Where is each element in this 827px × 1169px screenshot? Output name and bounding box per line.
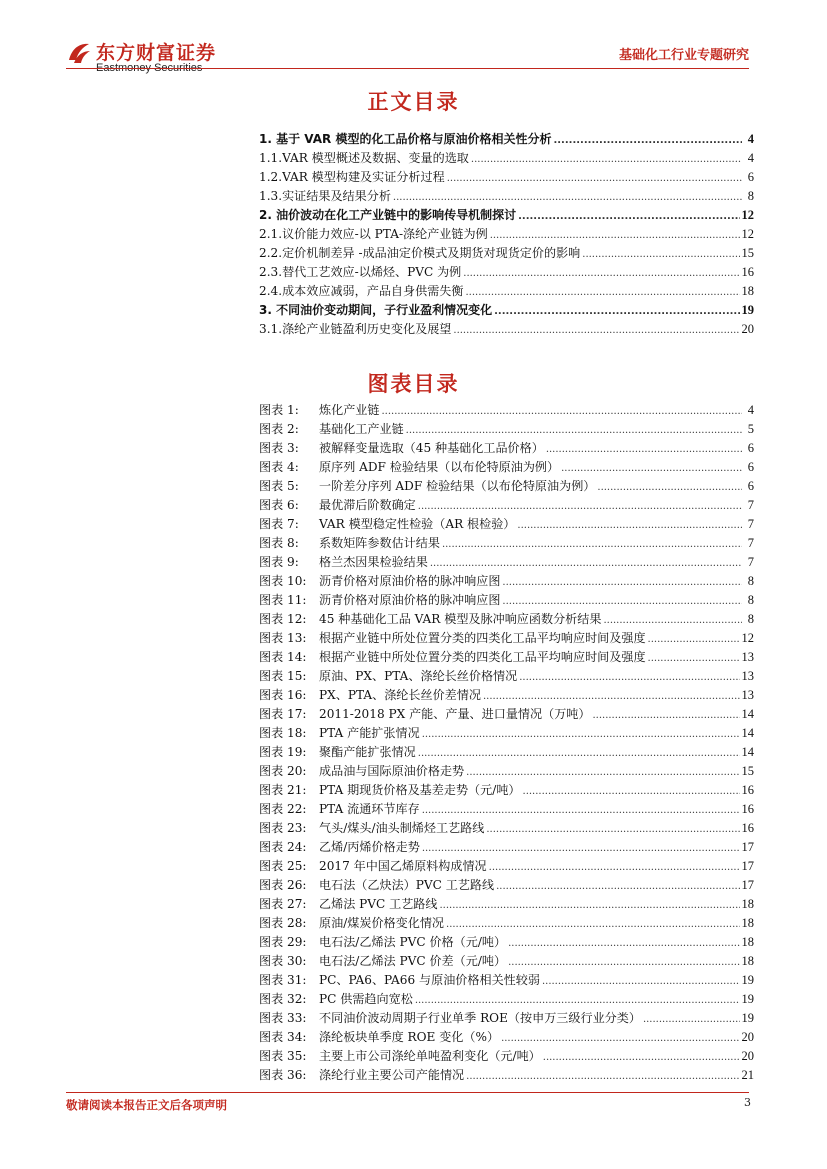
toc-entry-label: 1.1.VAR 模型概述及数据、变量的选取 bbox=[259, 151, 469, 165]
figure-entry-title: PTA 期现货价格及基差走势（元/吨） bbox=[319, 783, 521, 797]
figure-entry-number: 图表 21: bbox=[259, 783, 307, 797]
toc-entry-label: 2.1.议价能力效应-以 PTA-涤纶产业链为例 bbox=[259, 227, 488, 241]
figure-entry-title: 电石法/乙烯法 PVC 价差（元/吨） bbox=[319, 954, 507, 968]
figure-entry-title: PX、PTA、涤纶长丝价差情况 bbox=[319, 688, 481, 702]
figure-entry-page: 17 bbox=[741, 859, 754, 873]
toc-entry[interactable] bbox=[259, 130, 754, 149]
figure-entry-number: 图表 12: bbox=[259, 612, 307, 626]
figure-entry-number: 图表 14: bbox=[259, 650, 307, 664]
figure-toc-title: 图表目录 bbox=[367, 372, 460, 396]
dot-leader bbox=[546, 444, 742, 455]
dot-leader bbox=[489, 862, 740, 873]
page-number: 3 bbox=[744, 1096, 751, 1109]
figure-entry[interactable] bbox=[259, 971, 754, 990]
figure-entry[interactable] bbox=[259, 458, 754, 477]
figure-entry[interactable] bbox=[259, 762, 754, 781]
figure-entry-number: 图表 7: bbox=[259, 517, 299, 531]
figure-entry[interactable] bbox=[259, 667, 754, 686]
figure-entry-number: 图表 31: bbox=[259, 973, 307, 987]
figure-entry[interactable] bbox=[259, 724, 754, 743]
figure-entry-title: 涤纶行业主要公司产能情况 bbox=[319, 1068, 465, 1082]
figure-entry-title: 炼化产业链 bbox=[319, 403, 380, 417]
toc-entry-label: 3. 不同油价变动期间，子行业盈利情况变化 bbox=[259, 303, 493, 317]
figure-entry[interactable] bbox=[259, 781, 754, 800]
dot-leader bbox=[466, 767, 739, 778]
figure-entry-title: 乙烯法 PVC 工艺路线 bbox=[319, 897, 438, 911]
toc-entry-page: 16 bbox=[741, 265, 754, 279]
figure-entry[interactable] bbox=[259, 553, 754, 572]
figure-entry-page: 19 bbox=[741, 1011, 754, 1025]
toc-entry-label: 1. 基于 VAR 模型的化工品价格与原油价格相关性分析 bbox=[259, 132, 552, 146]
dot-leader bbox=[483, 691, 740, 702]
toc-entry-label: 2.3.替代工艺效应-以烯烃、PVC 为例 bbox=[259, 265, 462, 279]
figure-entry-page: 4 bbox=[747, 403, 754, 417]
dot-leader bbox=[592, 710, 739, 721]
figure-entry-number: 图表 2: bbox=[259, 422, 299, 436]
figure-entry-title: 气头/煤头/油头制烯烃工艺路线 bbox=[319, 821, 485, 835]
figure-entry-number: 图表 20: bbox=[259, 764, 307, 778]
figure-entry-number: 图表 9: bbox=[259, 555, 299, 569]
figure-entry-page: 8 bbox=[747, 593, 754, 607]
toc-entry-label: 3.1.涤纶产业链盈利历史变化及展望 bbox=[259, 322, 452, 336]
figure-entry-title: 根据产业链中所处位置分类的四类化工品平均响应时间及强度 bbox=[319, 631, 646, 645]
dot-leader bbox=[543, 1052, 740, 1063]
figure-entry-page: 20 bbox=[741, 1030, 754, 1044]
figure-toc bbox=[259, 401, 754, 1085]
figure-entry-page: 7 bbox=[747, 555, 754, 569]
figure-entry-title: 2011-2018 PX 产能、产量、进口量情况（万吨） bbox=[319, 707, 591, 721]
toc-entry-label: 1.3.实证结果及结果分析 bbox=[259, 189, 391, 203]
figure-entry-title: 原油/煤炭价格变化情况 bbox=[319, 916, 445, 930]
figure-entry-page: 7 bbox=[747, 536, 754, 550]
header-divider bbox=[66, 68, 749, 69]
dot-leader bbox=[465, 287, 739, 298]
figure-entry-page: 15 bbox=[741, 764, 754, 778]
logo-chinese-name: 东方财富证券 bbox=[96, 42, 217, 64]
dot-leader bbox=[418, 748, 740, 759]
figure-entry-number: 图表 17: bbox=[259, 707, 307, 721]
figure-entry-page: 12 bbox=[741, 631, 754, 645]
figure-entry[interactable] bbox=[259, 857, 754, 876]
toc-entry-label: 1.2.VAR 模型构建及实证分析过程 bbox=[259, 170, 445, 184]
dot-leader bbox=[393, 192, 742, 203]
figure-entry-number: 图表 18: bbox=[259, 726, 307, 740]
figure-entry-number: 图表 28: bbox=[259, 916, 307, 930]
figure-entry[interactable] bbox=[259, 743, 754, 762]
toc-entry-page: 8 bbox=[747, 189, 754, 203]
figure-entry-number: 图表 16: bbox=[259, 688, 307, 702]
toc-entry[interactable] bbox=[259, 244, 754, 263]
figure-entry-title: 最优滞后阶数确定 bbox=[319, 498, 416, 512]
figure-entry-page: 16 bbox=[741, 802, 754, 816]
dot-leader bbox=[648, 653, 740, 664]
dot-leader bbox=[381, 406, 742, 417]
figure-entry-title: 根据产业链中所处位置分类的四类化工品平均响应时间及强度 bbox=[319, 650, 646, 664]
dot-leader bbox=[518, 211, 739, 222]
figure-entry[interactable] bbox=[259, 800, 754, 819]
figure-entry-title: 2017 年中国乙烯原料构成情况 bbox=[319, 859, 487, 873]
figure-entry[interactable] bbox=[259, 895, 754, 914]
figure-entry-page: 18 bbox=[741, 897, 754, 911]
dot-leader bbox=[439, 900, 739, 911]
logo-english-name: Eastmoney Securities bbox=[96, 62, 203, 74]
figure-entry-number: 图表 15: bbox=[259, 669, 307, 683]
figure-entry-page: 16 bbox=[741, 821, 754, 835]
dot-leader bbox=[463, 268, 739, 279]
figure-entry[interactable] bbox=[259, 933, 754, 952]
figure-entry[interactable] bbox=[259, 1047, 754, 1066]
figure-entry-page: 13 bbox=[741, 688, 754, 702]
figure-entry-page: 17 bbox=[741, 840, 754, 854]
figure-entry-number: 图表 10: bbox=[259, 574, 307, 588]
figure-entry-page: 8 bbox=[747, 574, 754, 588]
dot-leader bbox=[561, 463, 742, 474]
figure-entry-page: 8 bbox=[747, 612, 754, 626]
dot-leader bbox=[508, 938, 739, 949]
figure-entry-page: 7 bbox=[747, 498, 754, 512]
figure-entry[interactable] bbox=[259, 705, 754, 724]
figure-entry-number: 图表 24: bbox=[259, 840, 307, 854]
figure-entry-number: 图表 33: bbox=[259, 1011, 307, 1025]
dot-leader bbox=[553, 135, 742, 146]
toc-entry-page: 18 bbox=[741, 284, 754, 298]
toc-entry-page: 12 bbox=[741, 227, 754, 241]
dot-leader bbox=[422, 843, 740, 854]
figure-entry-title: VAR 模型稳定性检验（AR 根检验） bbox=[319, 517, 516, 531]
dot-leader bbox=[422, 805, 740, 816]
figure-entry[interactable] bbox=[259, 439, 754, 458]
toc-entry-page: 19 bbox=[741, 303, 754, 317]
figure-entry[interactable] bbox=[259, 515, 754, 534]
dot-leader bbox=[471, 154, 742, 165]
figure-entry-title: PC、PA6、PA66 与原油价格相关性较弱 bbox=[319, 973, 540, 987]
toc-entry-page: 6 bbox=[747, 170, 754, 184]
toc-entry-label: 2.2.定价机制差异 -成品油定价模式及期货对现货定价的影响 bbox=[259, 246, 581, 260]
dot-leader bbox=[442, 539, 742, 550]
dot-leader bbox=[446, 919, 739, 930]
dot-leader bbox=[542, 976, 740, 987]
figure-entry-title: PTA 产能扩张情况 bbox=[319, 726, 420, 740]
figure-entry-page: 21 bbox=[741, 1068, 754, 1082]
figure-entry-title: 涤纶板块单季度 ROE 变化（%） bbox=[319, 1030, 500, 1044]
figure-entry[interactable] bbox=[259, 876, 754, 895]
toc-entry-page: 20 bbox=[741, 322, 754, 336]
figure-entry-page: 6 bbox=[747, 479, 754, 493]
figure-entry-title: 45 种基础化工品 VAR 模型及脉冲响应函数分析结果 bbox=[319, 612, 602, 626]
figure-entry-page: 17 bbox=[741, 878, 754, 892]
figure-entry-title: 格兰杰因果检验结果 bbox=[319, 555, 428, 569]
figure-entry-page: 19 bbox=[741, 973, 754, 987]
figure-entry-title: 被解释变量选取（45 种基础化工品价格） bbox=[319, 441, 544, 455]
eastmoney-logo-icon bbox=[66, 40, 92, 66]
figure-entry-number: 图表 3: bbox=[259, 441, 299, 455]
figure-entry-page: 13 bbox=[741, 669, 754, 683]
figure-entry-title: 原油、PX、PTA、涤纶长丝价格情况 bbox=[319, 669, 518, 683]
dot-leader bbox=[418, 501, 742, 512]
figure-entry-number: 图表 26: bbox=[259, 878, 307, 892]
figure-entry-page: 18 bbox=[741, 935, 754, 949]
dot-leader bbox=[603, 615, 742, 626]
dot-leader bbox=[494, 306, 739, 317]
toc-entry-label: 2.4.成本效应减弱，产品自身供需失衡 bbox=[259, 284, 464, 298]
dot-leader bbox=[648, 634, 740, 645]
dot-leader bbox=[490, 230, 740, 241]
figure-entry-number: 图表 11: bbox=[259, 593, 307, 607]
figure-entry-number: 图表 27: bbox=[259, 897, 307, 911]
toc-entry-page: 15 bbox=[741, 246, 754, 260]
toc-entry[interactable] bbox=[259, 263, 754, 282]
figure-entry-title: 主要上市公司涤纶单吨盈利变化（元/吨） bbox=[319, 1049, 541, 1063]
figure-entry-title: PTA 流通环节库存 bbox=[319, 802, 420, 816]
toc-entry-label: 2. 油价波动在化工产业链中的影响传导机制探讨 bbox=[259, 208, 517, 222]
dot-leader bbox=[597, 482, 742, 493]
figure-entry[interactable] bbox=[259, 610, 754, 629]
toc-entry[interactable] bbox=[259, 320, 754, 339]
company-logo bbox=[66, 38, 241, 78]
toc-entry[interactable] bbox=[259, 206, 754, 225]
figure-entry-number: 图表 13: bbox=[259, 631, 307, 645]
footer-divider bbox=[66, 1092, 749, 1093]
figure-entry[interactable] bbox=[259, 401, 754, 420]
text-toc bbox=[259, 130, 754, 339]
figure-entry-title: 聚酯产能扩张情况 bbox=[319, 745, 416, 759]
figure-entry[interactable] bbox=[259, 420, 754, 439]
toc-entry-page: 4 bbox=[747, 132, 754, 146]
figure-entry-number: 图表 36: bbox=[259, 1068, 307, 1082]
toc-entry[interactable] bbox=[259, 225, 754, 244]
dot-leader bbox=[486, 824, 739, 835]
figure-entry-title: 系数矩阵参数估计结果 bbox=[319, 536, 440, 550]
toc-title: 正文目录 bbox=[367, 90, 460, 114]
footer-disclaimer: 敬请阅读本报告正文后各项声明 bbox=[66, 1098, 227, 1112]
dot-leader bbox=[523, 786, 740, 797]
dot-leader bbox=[502, 596, 742, 607]
figure-entry[interactable] bbox=[259, 914, 754, 933]
figure-entry[interactable] bbox=[259, 648, 754, 667]
figure-entry-page: 14 bbox=[741, 726, 754, 740]
figure-entry[interactable] bbox=[259, 572, 754, 591]
figure-entry[interactable] bbox=[259, 1028, 754, 1047]
figure-entry[interactable] bbox=[259, 629, 754, 648]
figure-entry-title: 成品油与国际原油价格走势 bbox=[319, 764, 465, 778]
figure-entry-number: 图表 22: bbox=[259, 802, 307, 816]
figure-entry-page: 14 bbox=[741, 707, 754, 721]
dot-leader bbox=[430, 558, 742, 569]
dot-leader bbox=[643, 1014, 740, 1025]
figure-entry-number: 图表 6: bbox=[259, 498, 299, 512]
figure-entry[interactable] bbox=[259, 990, 754, 1009]
figure-entry-page: 6 bbox=[747, 460, 754, 474]
figure-entry-title: 一阶差分序列 ADF 检验结果（以布伦特原油为例） bbox=[319, 479, 596, 493]
dot-leader bbox=[447, 173, 742, 184]
figure-entry-number: 图表 30: bbox=[259, 954, 307, 968]
figure-entry[interactable] bbox=[259, 534, 754, 553]
figure-entry-page: 6 bbox=[747, 441, 754, 455]
figure-entry[interactable] bbox=[259, 591, 754, 610]
figure-entry-title: 电石法（乙炔法）PVC 工艺路线 bbox=[319, 878, 495, 892]
figure-entry[interactable] bbox=[259, 819, 754, 838]
figure-entry-number: 图表 34: bbox=[259, 1030, 307, 1044]
figure-entry[interactable] bbox=[259, 477, 754, 496]
figure-entry-number: 图表 23: bbox=[259, 821, 307, 835]
figure-entry-page: 7 bbox=[747, 517, 754, 531]
figure-entry-page: 19 bbox=[741, 992, 754, 1006]
figure-entry-number: 图表 35: bbox=[259, 1049, 307, 1063]
figure-entry-number: 图表 19: bbox=[259, 745, 307, 759]
toc-entry[interactable] bbox=[259, 282, 754, 301]
figure-entry[interactable] bbox=[259, 952, 754, 971]
toc-entry[interactable] bbox=[259, 301, 754, 320]
dot-leader bbox=[582, 249, 739, 260]
figure-entry-number: 图表 32: bbox=[259, 992, 307, 1006]
figure-entry[interactable] bbox=[259, 1009, 754, 1028]
dot-leader bbox=[517, 520, 742, 531]
figure-entry-title: 沥青价格对原油价格的脉冲响应图 bbox=[319, 574, 501, 588]
dot-leader bbox=[415, 995, 740, 1006]
toc-entry-page: 12 bbox=[741, 208, 754, 222]
dot-leader bbox=[466, 1071, 739, 1082]
figure-entry-number: 图表 25: bbox=[259, 859, 307, 873]
dot-leader bbox=[453, 325, 739, 336]
figure-entry-page: 14 bbox=[741, 745, 754, 759]
figure-entry[interactable] bbox=[259, 496, 754, 515]
figure-entry-title: 沥青价格对原油价格的脉冲响应图 bbox=[319, 593, 501, 607]
dot-leader bbox=[422, 729, 740, 740]
toc-entry[interactable] bbox=[259, 187, 754, 206]
figure-entry-page: 18 bbox=[741, 954, 754, 968]
dot-leader bbox=[519, 672, 739, 683]
figure-entry-number: 图表 8: bbox=[259, 536, 299, 550]
figure-entry-page: 16 bbox=[741, 783, 754, 797]
figure-entry-page: 20 bbox=[741, 1049, 754, 1063]
figure-entry-number: 图表 29: bbox=[259, 935, 307, 949]
figure-entry-title: 基础化工产业链 bbox=[319, 422, 404, 436]
page-header bbox=[0, 0, 827, 92]
figure-entry-title: 原序列 ADF 检验结果（以布伦特原油为例） bbox=[319, 460, 560, 474]
figure-entry-title: PC 供需趋向宽松 bbox=[319, 992, 413, 1006]
figure-entry-page: 13 bbox=[741, 650, 754, 664]
toc-entry[interactable] bbox=[259, 149, 754, 168]
figure-entry-title: 乙烯/丙烯价格走势 bbox=[319, 840, 420, 854]
figure-entry-page: 18 bbox=[741, 916, 754, 930]
figure-entry-page: 5 bbox=[747, 422, 754, 436]
figure-entry-number: 图表 4: bbox=[259, 460, 299, 474]
figure-entry-title: 电石法/乙烯法 PVC 价格（元/吨） bbox=[319, 935, 507, 949]
figure-entry-number: 图表 1: bbox=[259, 403, 299, 417]
dot-leader bbox=[406, 425, 742, 436]
figure-entry-number: 图表 5: bbox=[259, 479, 299, 493]
figure-entry[interactable] bbox=[259, 1066, 754, 1085]
dot-leader bbox=[508, 957, 739, 968]
dot-leader bbox=[501, 1033, 739, 1044]
toc-entry-page: 4 bbox=[747, 151, 754, 165]
figure-entry[interactable] bbox=[259, 686, 754, 705]
dot-leader bbox=[496, 881, 739, 892]
figure-entry-title: 不同油价波动周期子行业单季 ROE（按申万三级行业分类） bbox=[319, 1011, 641, 1025]
dot-leader bbox=[502, 577, 742, 588]
figure-entry[interactable] bbox=[259, 838, 754, 857]
report-type: 基础化工行业专题研究 bbox=[618, 48, 749, 63]
toc-entry[interactable] bbox=[259, 168, 754, 187]
